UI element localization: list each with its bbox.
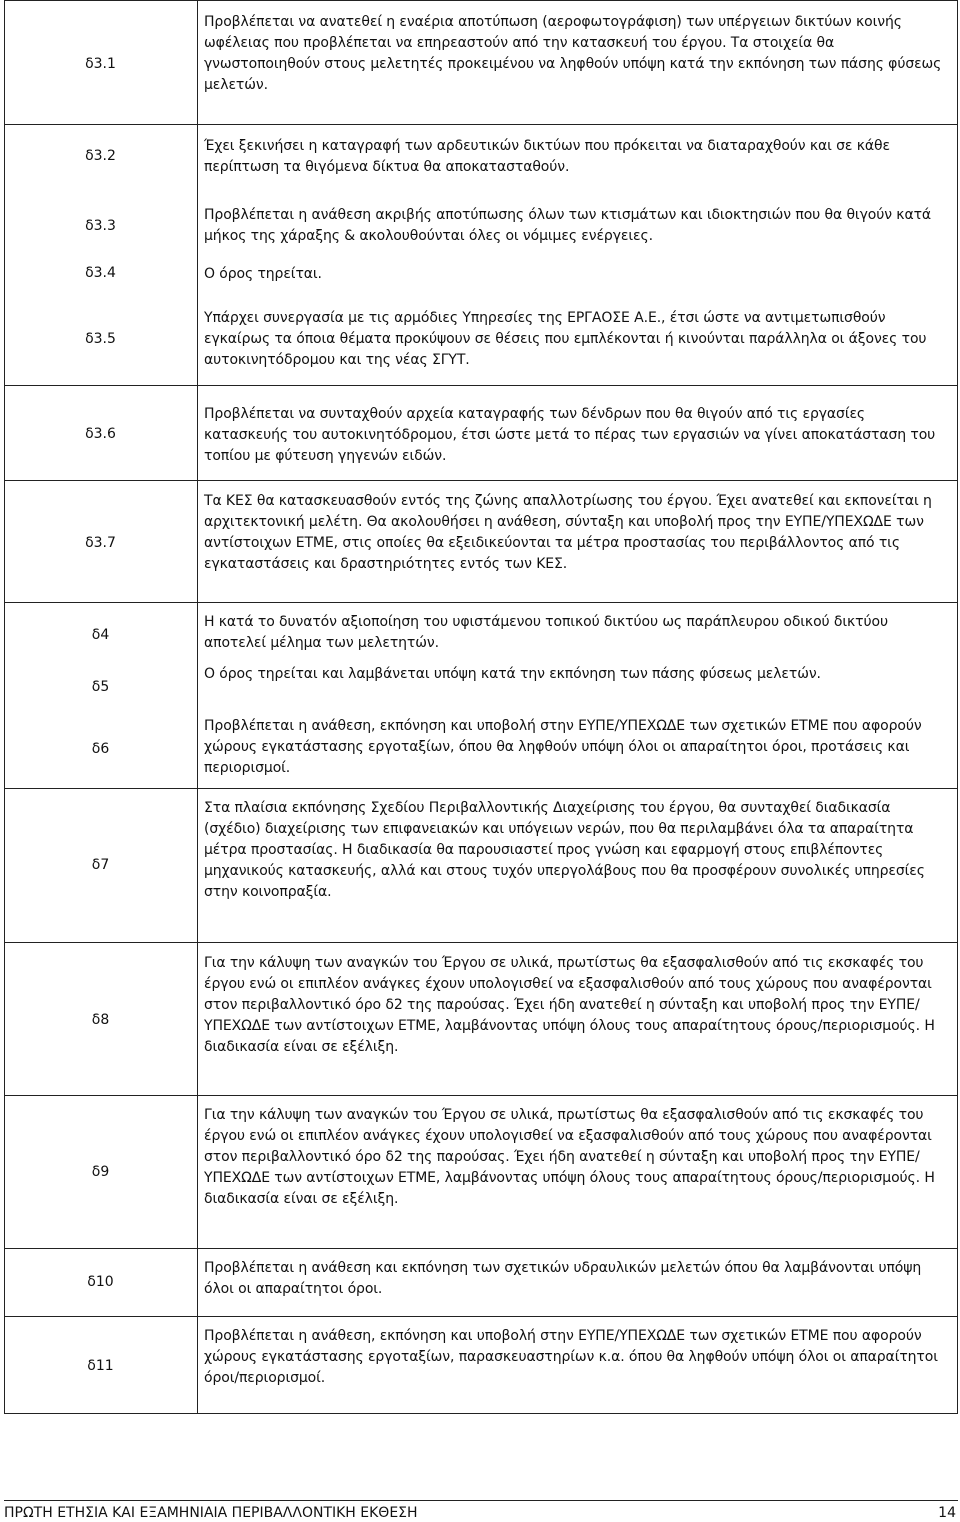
row-divider	[4, 124, 958, 125]
row-text: Προβλέπεται η ανάθεση, εκπόνηση και υποβολή στην ΕΥΠΕ/ΥΠΕΧΩΔΕ των σχετικών ΕΤΜΕ που αφορούν χώρους εγκατάστασης εργοταξίων, όπου θα ληφθούν υπόψη όλοι οι απαραίτητοι όροι, προτάσεις και περιορισμοί.	[204, 718, 922, 776]
row-divider	[4, 1095, 958, 1096]
row-divider	[4, 385, 958, 386]
row-code: δ5	[91, 679, 110, 695]
row-code: δ3.6	[85, 426, 116, 442]
row-text: Προβλέπεται η ανάθεση ακριβής αποτύπωσης όλων των κτισμάτων και ιδιοκτησιών που θα θιγούν κατά μήκος της χάραξης & ακολουθούνται όλες οι νόμιμες ενέργειες.	[204, 207, 932, 244]
footer-title: ΠΡΩΤΗ ΕΤΗΣΙΑ ΚΑΙ ΕΞΑΜΗΝΙΑΙΑ ΠΕΡΙΒΑΛΛΟΝΤΙΚΗ ΕΚΘΕΣΗ	[4, 1505, 418, 1521]
row-text: Προβλέπεται να ανατεθεί η εναέρια αποτύπωση (αεροφωτογράφιση) των υπέργειων δικτύων κοινής ωφέλειας που προβλέπεται να επηρεαστούν από την κατασκευή του έργου. Τα στοιχεία θα γνωστοποιηθούν στους μελετητές προκειμένου να ληφθούν υπόψη κατά την εκπόνηση των πάσης φύσεως μελετών.	[204, 14, 942, 93]
row-text: Ο όρος τηρείται.	[204, 266, 322, 282]
row-code: δ3.4	[85, 265, 116, 281]
row-code: δ7	[91, 857, 110, 873]
row-text: Για την κάλυψη των αναγκών του Έργου σε υλικά, πρωτίστως θα εξασφαλισθούν από τις εκσκαφές του έργου ενώ οι επιπλέον ανάγκες έχουν υπολογισθεί να εξασφαλισθούν από τους χώρους που αναφέρονται στον περιβαλλοντικό όρο δ2 της παρούσας. Έχει ήδη ανατεθεί η σύνταξη και υποβολή προς την ΕΥΠΕ/ΥΠΕΧΩΔΕ των αντίστοιχων ΕΤΜΕ, λαμβάνοντας υπόψη όλους τους απαραίτητους όρους/περιορισμούς. Η διαδικασία είναι σε εξέλιξη.	[204, 1107, 935, 1207]
row-text: Στα πλαίσια εκπόνησης Σχεδίου Περιβαλλοντικής Διαχείρισης του έργου, θα συνταχθεί διαδικασία (σχέδιο) διαχείρισης των επιφανειακών και υπόγειων νερών, που θα περιλαμβάνει όλα τα απαραίτητα μέτρα προστασίας. Η διαδικασία θα παρουσιαστεί προς γνώση και εφαρμογή στους επιβλέποντες μηχανικούς κατασκευής, αλλά και στους τυχόν υπεργολάβους που θα προσφέρουν συνολικές υπηρεσίες στην κοινοπραξία.	[204, 800, 925, 900]
table-border	[957, 0, 958, 1413]
row-text: Για την κάλυψη των αναγκών του Έργου σε υλικά, πρωτίστως θα εξασφαλισθούν από τις εκσκαφές του έργου ενώ οι επιπλέον ανάγκες έχουν υπολογισθεί να εξασφαλισθούν από τους χώρους που αναφέρονται στον περιβαλλοντικό όρο δ2 της παρούσας. Έχει ήδη ανατεθεί η σύνταξη και υποβολή προς την ΕΥΠΕ/ΥΠΕΧΩΔΕ των αντίστοιχων ΕΤΜΕ, λαμβάνοντας υπόψη όλους τους απαραίτητους όρους/περιορισμούς. Η διαδικασία είναι σε εξέλιξη.	[204, 955, 935, 1055]
row-divider	[4, 788, 958, 789]
page-footer	[4, 1500, 958, 1521]
row-code: δ3.7	[85, 535, 116, 551]
table-border	[4, 0, 5, 1413]
row-divider	[4, 942, 958, 943]
row-divider	[4, 480, 958, 481]
table-border	[4, 1413, 958, 1414]
row-code: δ3.3	[85, 218, 116, 234]
row-text: Τα ΚΕΣ θα κατασκευασθούν εντός της ζώνης απαλλοτρίωσης του έργου. Έχει ανατεθεί και εκπονείται η αρχιτεκτονική μελέτη. Θα ακολουθήσει η ανάθεση, σύνταξη και υποβολή προς την ΕΥΠΕ/ΥΠΕΧΩΔΕ των αντίστοιχων ΕΤΜΕ, στις οποίες θα εξειδικεύονται τα μέτρα προστασίας του περιβάλλοντος από τις εγκαταστάσεις και δραστηριότητες εντός των ΚΕΣ.	[204, 493, 932, 572]
row-code: δ3.5	[85, 331, 116, 347]
row-divider	[4, 1316, 958, 1317]
row-code: δ3.1	[85, 56, 116, 72]
row-code: δ9	[91, 1164, 110, 1180]
row-code: δ3.2	[85, 148, 116, 164]
row-code: δ8	[91, 1012, 110, 1028]
row-text: Ο όρος τηρείται και λαμβάνεται υπόψη κατά την εκπόνηση των πάσης φύσεως μελετών.	[204, 666, 821, 682]
row-text: Προβλέπεται να συνταχθούν αρχεία καταγραφής των δένδρων που θα θιγούν από τις εργασίες κατασκευής του αυτοκινητόδρομου, έτσι ώστε μετά το πέρας των εργασιών να γίνει αποκατάσταση του τοπίου με φύτευση γηγενών ειδών.	[204, 406, 936, 464]
column-divider	[197, 0, 198, 1413]
row-divider	[4, 1248, 958, 1249]
row-text: Έχει ξεκινήσει η καταγραφή των αρδευτικών δικτύων που πρόκειται να διαταραχθούν και σε κάθε περίπτωση τα θιγόμενα δίκτυα θα αποκατασταθούν.	[204, 138, 890, 175]
row-code: δ6	[91, 741, 110, 757]
row-text: Προβλέπεται η ανάθεση και εκπόνηση των σχετικών υδραυλικών μελετών όπου θα λαμβάνονται υπόψη όλοι οι απαραίτητοι όροι.	[204, 1260, 922, 1297]
row-text: Η κατά το δυνατόν αξιοποίηση του υφιστάμενου τοπικού δικτύου ως παράπλευρου οδικού δικτύου αποτελεί μέλημα των μελετητών.	[204, 614, 888, 651]
row-text: Προβλέπεται η ανάθεση, εκπόνηση και υποβολή στην ΕΥΠΕ/ΥΠΕΧΩΔΕ των σχετικών ΕΤΜΕ που αφορούν χώρους εγκατάστασης εργοταξίων, παρασκευαστηρίων κ.α. όπου θα ληφθούν υπόψη όλοι οι απαραίτητοι όροι/περιορισμοί.	[204, 1328, 938, 1386]
table-border	[4, 0, 958, 1]
row-divider	[4, 602, 958, 603]
page-number: 14	[938, 1505, 956, 1521]
row-code: δ11	[87, 1358, 114, 1374]
row-text: Υπάρχει συνεργασία με τις αρμόδιες Υπηρεσίες της ΕΡΓΑΟΣΕ Α.Ε., έτσι ώστε να αντιμετωπισθούν εγκαίρως τα όποια θέματα προκύψουν σε θέσεις που εμπλέκονται ή κινούνται παράλληλα οι άξονες του αυτοκινητόδρομου και της νέας ΣΓΥΤ.	[204, 310, 927, 368]
row-code: δ4	[91, 627, 110, 643]
row-code: δ10	[87, 1274, 114, 1290]
